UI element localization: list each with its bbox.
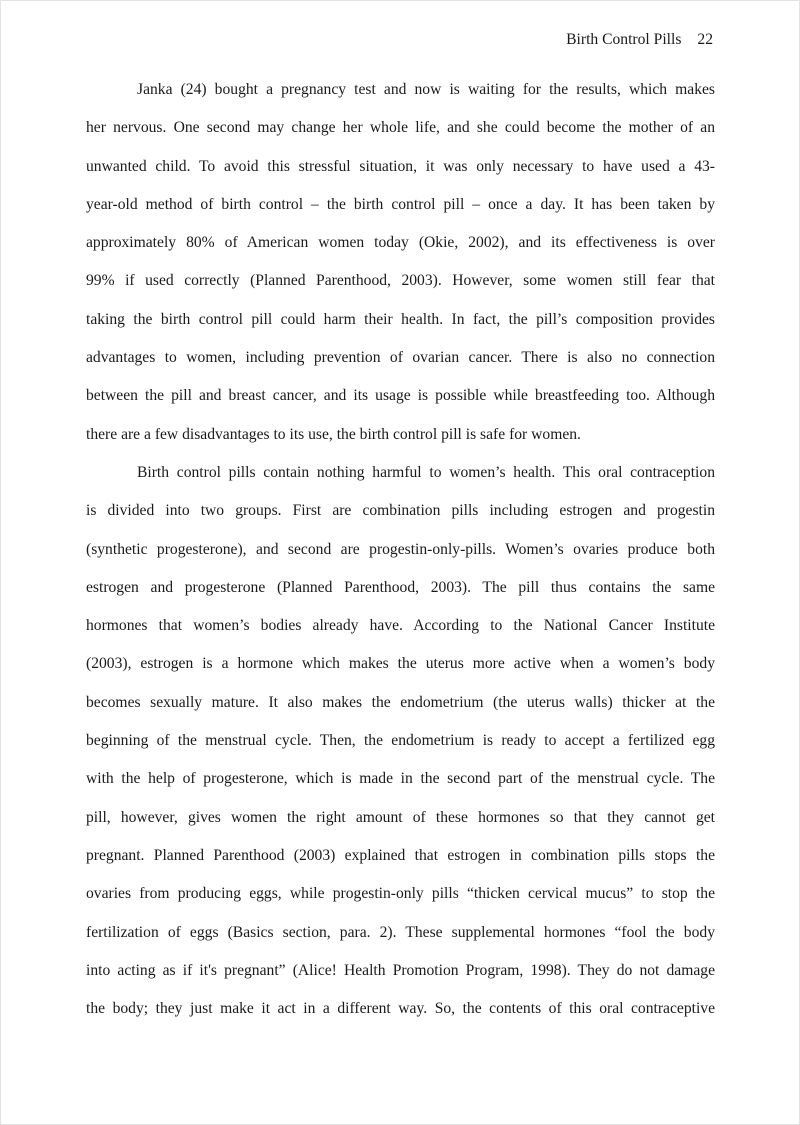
- running-title: Birth Control Pills: [566, 31, 682, 48]
- text-line: her nervous. One second may change her whole life, and she could become the mother of an: [86, 119, 715, 137]
- text-line: approximately 80% of American women today (Okie, 2002), and its effectiveness is over: [86, 234, 715, 252]
- text-line: Birth control pills contain nothing harmful to women’s health. This oral contraception: [137, 463, 715, 481]
- text-line: into acting as if it's pregnant” (Alice! Health Promotion Program, 1998). They do not damage: [86, 961, 715, 979]
- page-number: 22: [697, 31, 713, 48]
- text-line: year-old method of birth control – the birth control pill – once a day. It has been taken by: [86, 195, 715, 213]
- text-line: is divided into two groups. First are combination pills including estrogen and progestin: [86, 502, 715, 520]
- text-line: the body; they just make it act in a different way. So, the contents of this oral contraceptive: [86, 1000, 715, 1018]
- text-line: there are a few disadvantages to its use, the birth control pill is safe for women.: [86, 425, 581, 443]
- text-line: with the help of progesterone, which is made in the second part of the menstrual cycle. The: [86, 770, 715, 788]
- body-text: [86, 71, 715, 1028]
- text-line: hormones that women’s bodies already have. According to the National Cancer Institute: [86, 617, 715, 635]
- text-line: unwanted child. To avoid this stressful situation, it was only necessary to have used a 43-: [86, 157, 715, 175]
- paragraph-2: [86, 454, 715, 1028]
- text-line: beginning of the menstrual cycle. Then, the endometrium is ready to accept a fertilized egg: [86, 732, 715, 750]
- text-line: pill, however, gives women the right amount of these hormones so that they cannot get: [86, 808, 715, 826]
- text-line: ovaries from producing eggs, while progestin-only pills “thicken cervical mucus” to stop the: [86, 885, 715, 903]
- text-line: fertilization of eggs (Basics section, para. 2). These supplemental hormones “fool the body: [86, 923, 715, 941]
- text-line: between the pill and breast cancer, and its usage is possible while breastfeeding too. Although: [86, 387, 715, 405]
- text-line: advantages to women, including prevention of ovarian cancer. There is also no connection: [86, 349, 715, 367]
- text-line: (synthetic progesterone), and second are progestin-only-pills. Women’s ovaries produce both: [86, 540, 715, 558]
- text-line: 99% if used correctly (Planned Parenthood, 2003). However, some women still fear that: [86, 272, 715, 290]
- text-line: taking the birth control pill could harm their health. In fact, the pill’s composition provides: [86, 310, 715, 328]
- running-head: [566, 31, 713, 49]
- text-line: pregnant. Planned Parenthood (2003) explained that estrogen in combination pills stops the: [86, 846, 715, 864]
- text-line: (2003), estrogen is a hormone which makes the uterus more active when a women’s body: [86, 655, 715, 673]
- text-line: becomes sexually mature. It also makes the endometrium (the uterus walls) thicker at the: [86, 693, 715, 711]
- text-line: estrogen and progesterone (Planned Parenthood, 2003). The pill thus contains the same: [86, 578, 715, 596]
- paragraph-1: [86, 71, 715, 454]
- text-line: Janka (24) bought a pregnancy test and now is waiting for the results, which makes: [137, 81, 715, 98]
